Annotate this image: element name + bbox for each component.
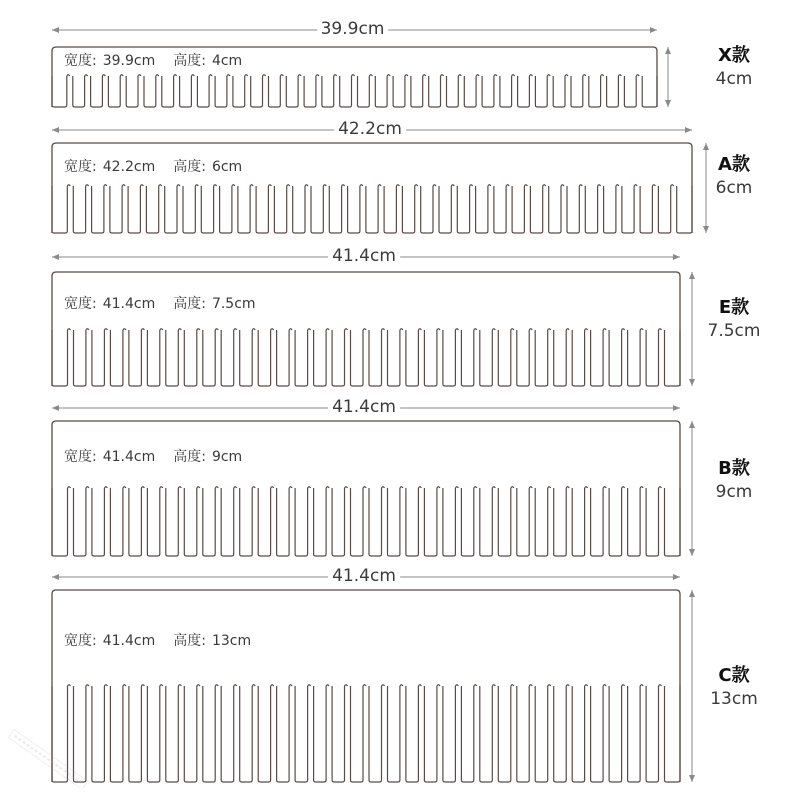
panel-spec-height-value: 9cm [211,449,243,465]
panel-tooth-a [421,186,433,233]
panel-tooth-a [201,186,213,233]
panel-tooth-x [607,76,619,107]
panel-tooth-x [126,76,138,107]
panel-tooth-b [535,488,548,556]
panel-tooth-e [147,330,159,386]
panel-tooth-a [110,186,122,233]
panel-tooth-x [518,76,530,107]
panel-tooth-x [429,76,441,107]
panel-tooth-x [535,76,547,107]
panel-tooth-x [482,76,494,107]
panel-tooth-a [73,186,85,233]
panel-tooth-e [517,330,529,386]
panel-tooth-e [369,330,382,386]
panel-tooth-x [197,76,209,107]
panel-spec-width-label: 宽度: [64,53,97,69]
panel-tooth-c [240,686,253,782]
panel-tooth-e [277,330,290,386]
height-dimension-arrow-b [689,421,695,556]
panel-tooth-e [129,330,142,386]
panel-spec-width-value: 41.4cm [102,633,156,649]
panel-spec-width-label: 宽度: [64,449,97,465]
panel-tooth-c [221,686,234,782]
panel-tooth-c [572,686,584,782]
panel-tooth-b [406,488,419,556]
panel-tooth-b [203,488,215,556]
panel-tooth-c [388,686,400,782]
panel-tooth-b [221,488,234,556]
panel-tooth-c [147,686,159,782]
panel-spec-height-value: 6cm [211,159,243,175]
panel-tooth-e [332,330,344,386]
panel-tooth-a [165,186,177,233]
panel-tooth-c [665,686,681,782]
panel-tooth-c [369,686,382,782]
panel-tooth-a [293,186,305,233]
panel-tooth-c [424,686,437,782]
panel-tooth-x [411,76,423,107]
panel-tooth-a [402,186,414,233]
panel-spec-width-value: 39.9cm [102,53,156,69]
panel-tooth-c [517,686,529,782]
panel-tooth-a [604,186,616,233]
panel-tooth-a [311,186,323,233]
model-name-e: E款 [718,297,750,318]
panel-tooth-x [553,76,565,107]
panel-tooth-b [166,488,179,556]
panel-tooth-c [277,686,290,782]
width-dimension-text-x: 39.9cm [317,19,389,39]
panel-tooth-b [498,488,511,556]
panel-tooth-e [258,330,270,386]
panel-tooth-b [110,488,123,556]
panel-tooth-b [147,488,159,556]
panel-tooth-e [535,330,548,386]
panel-spec-height-label: 高度: [173,449,206,465]
panel-tooth-a [640,186,652,233]
panel-tooth-c [591,686,604,782]
panel-tooth-a [256,186,268,233]
panel-tooth-x [375,76,387,107]
model-height-e: 7.5cm [707,321,761,341]
panel-tooth-c [461,686,473,782]
panel-tooth-e [554,330,567,386]
panel-tooth-b [52,488,68,556]
panel-spec-width-label: 宽度: [64,633,97,649]
panel-tooth-b [480,488,493,556]
panel-spec-label-a [64,159,242,175]
model-name-a: A款 [718,154,750,175]
panel-tooth-c [351,686,364,782]
panel-tooth-b [572,488,584,556]
panel-tooth-x [108,76,120,107]
panel-tooth-a [92,186,104,233]
panel-tooth-x [144,76,156,107]
divider-panel-a [52,143,692,233]
panel-tooth-b [646,488,658,556]
panel-tooth-b [609,488,622,556]
height-dimension-arrow-c [689,590,695,782]
panel-tooth-b [92,488,105,556]
panel-spec-label-x [64,53,242,69]
panel-tooth-a [274,186,286,233]
panel-tooth-e [110,330,123,386]
panel-tooth-e [166,330,179,386]
model-height-x: 4cm [715,69,753,89]
panel-tooth-c [203,686,215,782]
panel-tooth-b [258,488,270,556]
panel-tooth-x [464,76,476,107]
panel-tooth-b [628,488,641,556]
panel-tooth-b [369,488,382,556]
panel-spec-label-e [64,296,256,312]
panel-spec-height-value: 4cm [211,53,243,69]
panel-tooth-a [128,186,140,233]
width-dimension-text-c: 41.4cm [328,566,400,586]
panel-tooth-x [73,76,85,107]
panel-tooth-c [406,686,419,782]
panel-tooth-b [517,488,529,556]
panel-tooth-e [351,330,364,386]
panel-tooth-a [494,186,506,233]
panel-tooth-a [183,186,195,233]
width-dimension-text-a: 42.2cm [334,119,406,139]
panel-tooth-e [424,330,437,386]
panel-tooth-c [184,686,197,782]
panel-tooth-b [424,488,437,556]
panel-tooth-c [332,686,344,782]
panel-tooth-x [52,76,67,107]
panel-tooth-b [129,488,142,556]
panel-tooth-a [567,186,579,233]
divider-panel-e [52,272,680,386]
panel-tooth-e [52,330,68,386]
panel-tooth-e [480,330,493,386]
panel-tooth-x [215,76,227,107]
panel-tooth-x [251,76,263,107]
panel-tooth-e [203,330,215,386]
panel-tooth-x [589,76,601,107]
panel-tooth-a [220,186,232,233]
panel-tooth-e [240,330,253,386]
panel-tooth-a [348,186,360,233]
panel-tooth-c [314,686,327,782]
panel-tooth-c [295,686,308,782]
panel-tooth-a [658,186,670,233]
panel-spec-height-value: 13cm [211,633,252,649]
panel-tooth-b [240,488,253,556]
model-height-c: 13cm [710,689,758,709]
panel-tooth-e [628,330,641,386]
model-name-x: X款 [718,45,750,66]
height-dimension-arrow-e [689,272,695,386]
panel-tooth-e [461,330,473,386]
width-dimension-text-b: 41.4cm [328,397,400,417]
panel-tooth-b [554,488,567,556]
panel-tooth-b [277,488,290,556]
panel-tooth-e [609,330,622,386]
panel-tooth-b [591,488,604,556]
panel-tooth-a [476,186,488,233]
divider-panel-b [52,421,680,556]
panel-tooth-e [665,330,681,386]
panel-tooth-e [184,330,197,386]
panel-tooth-b [295,488,308,556]
panel-tooth-e [74,330,86,386]
panel-tooth-a [439,186,451,233]
panel-tooth-c [258,686,270,782]
panel-tooth-x [304,76,316,107]
panel-tooth-x [180,76,192,107]
panel-tooth-c [129,686,142,782]
panel-spec-width-value: 42.2cm [102,159,156,175]
panel-tooth-x [91,76,103,107]
panel-tooth-a [329,186,341,233]
panel-tooth-b [332,488,344,556]
panel-tooth-c [443,686,456,782]
panel-tooth-x [269,76,281,107]
height-dimension-arrow-x [665,47,671,107]
panel-tooth-b [388,488,400,556]
panel-tooth-b [665,488,681,556]
panel-tooth-a [52,186,67,233]
panel-tooth-a [512,186,524,233]
panel-tooth-x [162,76,174,107]
panel-tooth-c [498,686,511,782]
panel-spec-height-label: 高度: [173,633,206,649]
panel-spec-width-value: 41.4cm [102,449,156,465]
panel-tooth-x [642,76,657,107]
panel-tooth-e [92,330,105,386]
panel-tooth-e [314,330,327,386]
panel-tooth-e [388,330,400,386]
panel-tooth-b [74,488,86,556]
panel-tooth-x [500,76,512,107]
width-dimension-text-e: 41.4cm [328,246,400,266]
panel-tooth-c [646,686,658,782]
panel-spec-height-label: 高度: [173,296,206,312]
panel-tooth-e [295,330,308,386]
panel-spec-width-value: 41.4cm [102,296,156,312]
panel-tooth-b [461,488,473,556]
panel-tooth-a [238,186,250,233]
panel-tooth-x [286,76,298,107]
panel-tooth-a [366,186,378,233]
panel-spec-height-label: 高度: [173,159,206,175]
panel-tooth-a [677,186,692,233]
height-dimension-arrow-a [703,143,709,233]
panel-tooth-e [572,330,584,386]
panel-tooth-x [358,76,370,107]
panel-tooth-b [351,488,364,556]
panel-tooth-b [184,488,197,556]
panel-tooth-a [384,186,396,233]
panel-tooth-a [549,186,561,233]
panel-tooth-a [530,186,542,233]
panel-tooth-c [609,686,622,782]
panel-tooth-a [457,186,469,233]
panel-spec-height-label: 高度: [173,53,206,69]
panel-tooth-x [322,76,334,107]
panel-tooth-e [591,330,604,386]
model-name-c: C款 [718,665,750,686]
divider-panel-c [52,590,680,782]
model-height-a: 6cm [715,178,753,198]
panel-spec-width-label: 宽度: [64,296,97,312]
panel-tooth-x [624,76,636,107]
panel-tooth-c [554,686,567,782]
model-name-b: B款 [718,458,750,479]
panel-tooth-e [443,330,456,386]
panel-tooth-x [393,76,405,107]
panel-tooth-x [571,76,583,107]
panel-spec-width-label: 宽度: [64,159,97,175]
panel-tooth-b [443,488,456,556]
panel-tooth-a [585,186,597,233]
panel-tooth-b [314,488,327,556]
model-height-b: 9cm [715,482,753,502]
panel-spec-label-b [64,449,242,465]
panel-spec-height-value: 7.5cm [211,296,256,312]
panel-tooth-x [447,76,459,107]
panel-tooth-e [646,330,658,386]
panel-tooth-e [498,330,511,386]
panel-tooth-e [406,330,419,386]
panel-tooth-c [166,686,179,782]
watermark [4,728,124,788]
panel-tooth-c [628,686,641,782]
panel-tooth-x [233,76,245,107]
panel-tooth-e [221,330,234,386]
panel-tooth-x [340,76,352,107]
panel-tooth-a [622,186,634,233]
panel-tooth-a [146,186,158,233]
panel-tooth-c [480,686,493,782]
panel-spec-label-c [64,633,251,649]
panel-tooth-c [535,686,548,782]
